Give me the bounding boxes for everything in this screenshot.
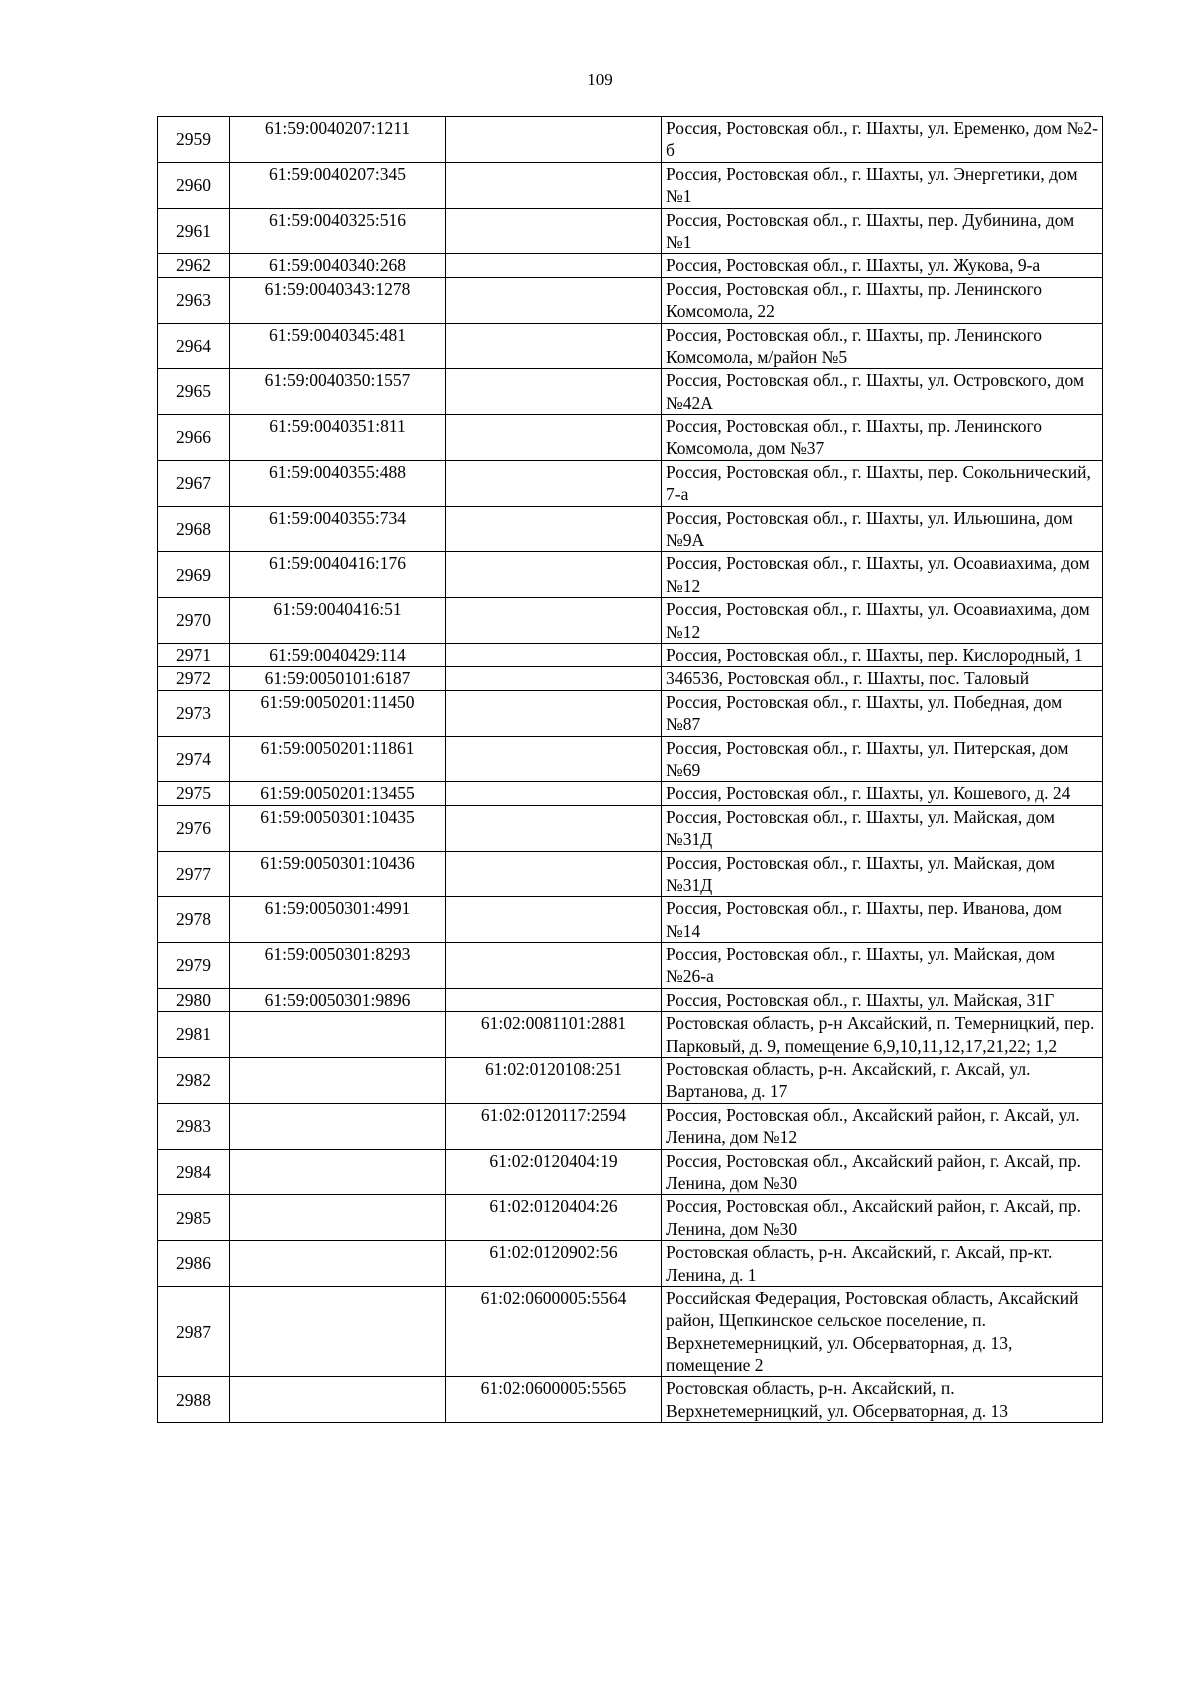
cadastral-number-alt <box>446 782 662 805</box>
address: Россия, Ростовская обл., г. Шахты, пер. Иванова, дом №14 <box>662 897 1103 943</box>
row-number: 2970 <box>158 598 230 644</box>
cadastral-number-alt <box>446 208 662 254</box>
address: Россия, Ростовская обл., г. Шахты, ул. Майская, дом №31Д <box>662 851 1103 897</box>
address: Россия, Ростовская обл., г. Шахты, ул. Победная, дом №87 <box>662 690 1103 736</box>
cadastral-number <box>230 1103 446 1149</box>
row-number: 2959 <box>158 117 230 163</box>
address: Ростовская область, р-н. Аксайский, п. Верхнетемерницкий, ул. Обсерваторная, д. 13 <box>662 1377 1103 1423</box>
table-row <box>158 162 1103 208</box>
table-row <box>158 598 1103 644</box>
cadastral-number: 61:59:0040350:1557 <box>230 369 446 415</box>
row-number: 2988 <box>158 1377 230 1423</box>
cadastral-number-alt <box>446 254 662 277</box>
cadastral-number-alt <box>446 598 662 644</box>
cadastral-number: 61:59:0040343:1278 <box>230 277 446 323</box>
row-number: 2975 <box>158 782 230 805</box>
row-number: 2986 <box>158 1241 230 1287</box>
cadastral-number-alt <box>446 851 662 897</box>
row-number: 2969 <box>158 552 230 598</box>
row-number: 2971 <box>158 643 230 666</box>
row-number: 2961 <box>158 208 230 254</box>
cadastral-number: 61:59:0040355:488 <box>230 460 446 506</box>
cadastral-number-alt: 61:02:0120117:2594 <box>446 1103 662 1149</box>
address: Россия, Ростовская обл., г. Шахты, пр. Ленинского Комсомола, дом №37 <box>662 415 1103 461</box>
address: Россия, Ростовская обл., г. Шахты, ул. Энергетики, дом №1 <box>662 162 1103 208</box>
address: Россия, Ростовская обл., г. Шахты, ул. Питерская, дом №69 <box>662 736 1103 782</box>
row-number: 2976 <box>158 805 230 851</box>
row-number: 2965 <box>158 369 230 415</box>
table-row <box>158 460 1103 506</box>
address: Россия, Ростовская обл., г. Шахты, пер. Дубинина, дом №1 <box>662 208 1103 254</box>
cadastral-number: 61:59:0050301:10436 <box>230 851 446 897</box>
address: Россия, Ростовская обл., Аксайский район, г. Аксай, пр. Ленина, дом №30 <box>662 1195 1103 1241</box>
cadastral-number <box>230 1377 446 1423</box>
cadastral-number: 61:59:0050201:13455 <box>230 782 446 805</box>
row-number: 2978 <box>158 897 230 943</box>
row-number: 2985 <box>158 1195 230 1241</box>
cadastral-number: 61:59:0040355:734 <box>230 506 446 552</box>
cadastral-number: 61:59:0050301:10435 <box>230 805 446 851</box>
table-row <box>158 1286 1103 1377</box>
table-row <box>158 1103 1103 1149</box>
cadastral-number-alt <box>446 736 662 782</box>
table-row <box>158 943 1103 989</box>
row-number: 2962 <box>158 254 230 277</box>
table-row <box>158 415 1103 461</box>
address: 346536, Ростовская обл., г. Шахты, пос. Таловый <box>662 667 1103 690</box>
address: Россия, Ростовская обл., Аксайский район, г. Аксай, пр. Ленина, дом №30 <box>662 1149 1103 1195</box>
cadastral-number-alt <box>446 690 662 736</box>
table-row <box>158 369 1103 415</box>
cadastral-number-alt <box>446 506 662 552</box>
cadastral-number-alt: 61:02:0120404:19 <box>446 1149 662 1195</box>
table-row <box>158 805 1103 851</box>
cadastral-number <box>230 1149 446 1195</box>
cadastral-number-alt <box>446 369 662 415</box>
row-number: 2981 <box>158 1012 230 1058</box>
address: Россия, Ростовская обл., г. Шахты, ул. Майская, дом №31Д <box>662 805 1103 851</box>
address: Россия, Ростовская обл., г. Шахты, пер. Кислородный, 1 <box>662 643 1103 666</box>
row-number: 2984 <box>158 1149 230 1195</box>
cadastral-number: 61:59:0050201:11861 <box>230 736 446 782</box>
table-row <box>158 1377 1103 1423</box>
cadastral-number-alt <box>446 897 662 943</box>
table-row <box>158 1241 1103 1287</box>
table-row <box>158 736 1103 782</box>
address: Ростовская область, р-н. Аксайский, г. Аксай, ул. Вартанова, д. 17 <box>662 1058 1103 1104</box>
cadastral-number-alt: 61:02:0120902:56 <box>446 1241 662 1287</box>
cadastral-number: 61:59:0040416:51 <box>230 598 446 644</box>
row-number: 2968 <box>158 506 230 552</box>
row-number: 2972 <box>158 667 230 690</box>
table-row <box>158 1012 1103 1058</box>
cadastral-number: 61:59:0040416:176 <box>230 552 446 598</box>
row-number: 2960 <box>158 162 230 208</box>
address: Ростовская область, р-н. Аксайский, г. Аксай, пр-кт. Ленина, д. 1 <box>662 1241 1103 1287</box>
address: Россия, Ростовская обл., г. Шахты, ул. Островского, дом №42А <box>662 369 1103 415</box>
cadastral-number-alt <box>446 162 662 208</box>
address: Россия, Ростовская обл., г. Шахты, ул. Еременко, дом №2-б <box>662 117 1103 163</box>
table-row <box>158 254 1103 277</box>
row-number: 2987 <box>158 1286 230 1377</box>
address: Россия, Ростовская обл., г. Шахты, ул. Жукова, 9-а <box>662 254 1103 277</box>
cadastral-number: 61:59:0040429:114 <box>230 643 446 666</box>
row-number: 2979 <box>158 943 230 989</box>
table-body <box>158 117 1103 1423</box>
cadastral-number: 61:59:0050301:8293 <box>230 943 446 989</box>
page-number: 109 <box>587 70 613 89</box>
table-row <box>158 117 1103 163</box>
table-row <box>158 208 1103 254</box>
cadastral-number-alt <box>446 117 662 163</box>
row-number: 2977 <box>158 851 230 897</box>
address: Россия, Ростовская обл., г. Шахты, ул. Осоавиахима, дом №12 <box>662 552 1103 598</box>
row-number: 2966 <box>158 415 230 461</box>
cadastral-number: 61:59:0050301:9896 <box>230 988 446 1011</box>
cadastral-number-alt <box>446 667 662 690</box>
row-number: 2983 <box>158 1103 230 1149</box>
cadastral-number-alt <box>446 988 662 1011</box>
address: Российская Федерация, Ростовская область, Аксайский район, Щепкинское сельское поселение, п. Верхнетемерницкий, ул. Обсерваторная, д. 13, помещение 2 <box>662 1286 1103 1377</box>
table-row <box>158 851 1103 897</box>
table-row <box>158 782 1103 805</box>
row-number: 2982 <box>158 1058 230 1104</box>
cadastral-number: 61:59:0050201:11450 <box>230 690 446 736</box>
cadastral-number <box>230 1012 446 1058</box>
address: Россия, Ростовская обл., г. Шахты, пер. Сокольнический, 7-а <box>662 460 1103 506</box>
address: Россия, Ростовская обл., г. Шахты, ул. Осоавиахима, дом №12 <box>662 598 1103 644</box>
cadastral-number <box>230 1286 446 1377</box>
cadastral-number: 61:59:0040351:811 <box>230 415 446 461</box>
cadastral-number <box>230 1058 446 1104</box>
cadastral-number: 61:59:0050301:4991 <box>230 897 446 943</box>
cadastral-number-alt <box>446 460 662 506</box>
registry-table <box>157 116 1103 1423</box>
table-row <box>158 1149 1103 1195</box>
table-row <box>158 323 1103 369</box>
cadastral-number-alt <box>446 643 662 666</box>
cadastral-number-alt <box>446 552 662 598</box>
address: Россия, Ростовская обл., г. Шахты, ул. Майская, 31Г <box>662 988 1103 1011</box>
table-row <box>158 690 1103 736</box>
table-row <box>158 1195 1103 1241</box>
cadastral-number <box>230 1241 446 1287</box>
cadastral-number-alt <box>446 415 662 461</box>
cadastral-number-alt: 61:02:0081101:2881 <box>446 1012 662 1058</box>
table-row <box>158 277 1103 323</box>
cadastral-number: 61:59:0040325:516 <box>230 208 446 254</box>
address: Россия, Ростовская обл., г. Шахты, ул. Ильюшина, дом №9А <box>662 506 1103 552</box>
row-number: 2973 <box>158 690 230 736</box>
cadastral-number-alt: 61:02:0120404:26 <box>446 1195 662 1241</box>
cadastral-number: 61:59:0040207:1211 <box>230 117 446 163</box>
row-number: 2963 <box>158 277 230 323</box>
address: Россия, Ростовская обл., г. Шахты, ул. Кошевого, д. 24 <box>662 782 1103 805</box>
cadastral-number-alt <box>446 805 662 851</box>
cadastral-number: 61:59:0050101:6187 <box>230 667 446 690</box>
cadastral-number: 61:59:0040207:345 <box>230 162 446 208</box>
table-row <box>158 1058 1103 1104</box>
cadastral-number-alt: 61:02:0120108:251 <box>446 1058 662 1104</box>
cadastral-number-alt <box>446 277 662 323</box>
cadastral-number: 61:59:0040345:481 <box>230 323 446 369</box>
row-number: 2964 <box>158 323 230 369</box>
row-number: 2980 <box>158 988 230 1011</box>
address: Россия, Ростовская обл., Аксайский район, г. Аксай, ул. Ленина, дом №12 <box>662 1103 1103 1149</box>
cadastral-number-alt <box>446 323 662 369</box>
row-number: 2974 <box>158 736 230 782</box>
cadastral-number-alt <box>446 943 662 989</box>
table-row <box>158 552 1103 598</box>
cadastral-number-alt: 61:02:0600005:5564 <box>446 1286 662 1377</box>
cadastral-number-alt: 61:02:0600005:5565 <box>446 1377 662 1423</box>
address: Россия, Ростовская обл., г. Шахты, ул. Майская, дом №26-а <box>662 943 1103 989</box>
address: Россия, Ростовская обл., г. Шахты, пр. Ленинского Комсомола, м/район №5 <box>662 323 1103 369</box>
cadastral-number: 61:59:0040340:268 <box>230 254 446 277</box>
row-number: 2967 <box>158 460 230 506</box>
address: Ростовская область, р-н Аксайский, п. Темерницкий, пер. Парковый, д. 9, помещение 6,9,10,11,12,17,21,22; 1,2 <box>662 1012 1103 1058</box>
table-row <box>158 988 1103 1011</box>
table-row <box>158 897 1103 943</box>
table-row <box>158 667 1103 690</box>
address: Россия, Ростовская обл., г. Шахты, пр. Ленинского Комсомола, 22 <box>662 277 1103 323</box>
cadastral-number <box>230 1195 446 1241</box>
table-row <box>158 506 1103 552</box>
table-row <box>158 643 1103 666</box>
